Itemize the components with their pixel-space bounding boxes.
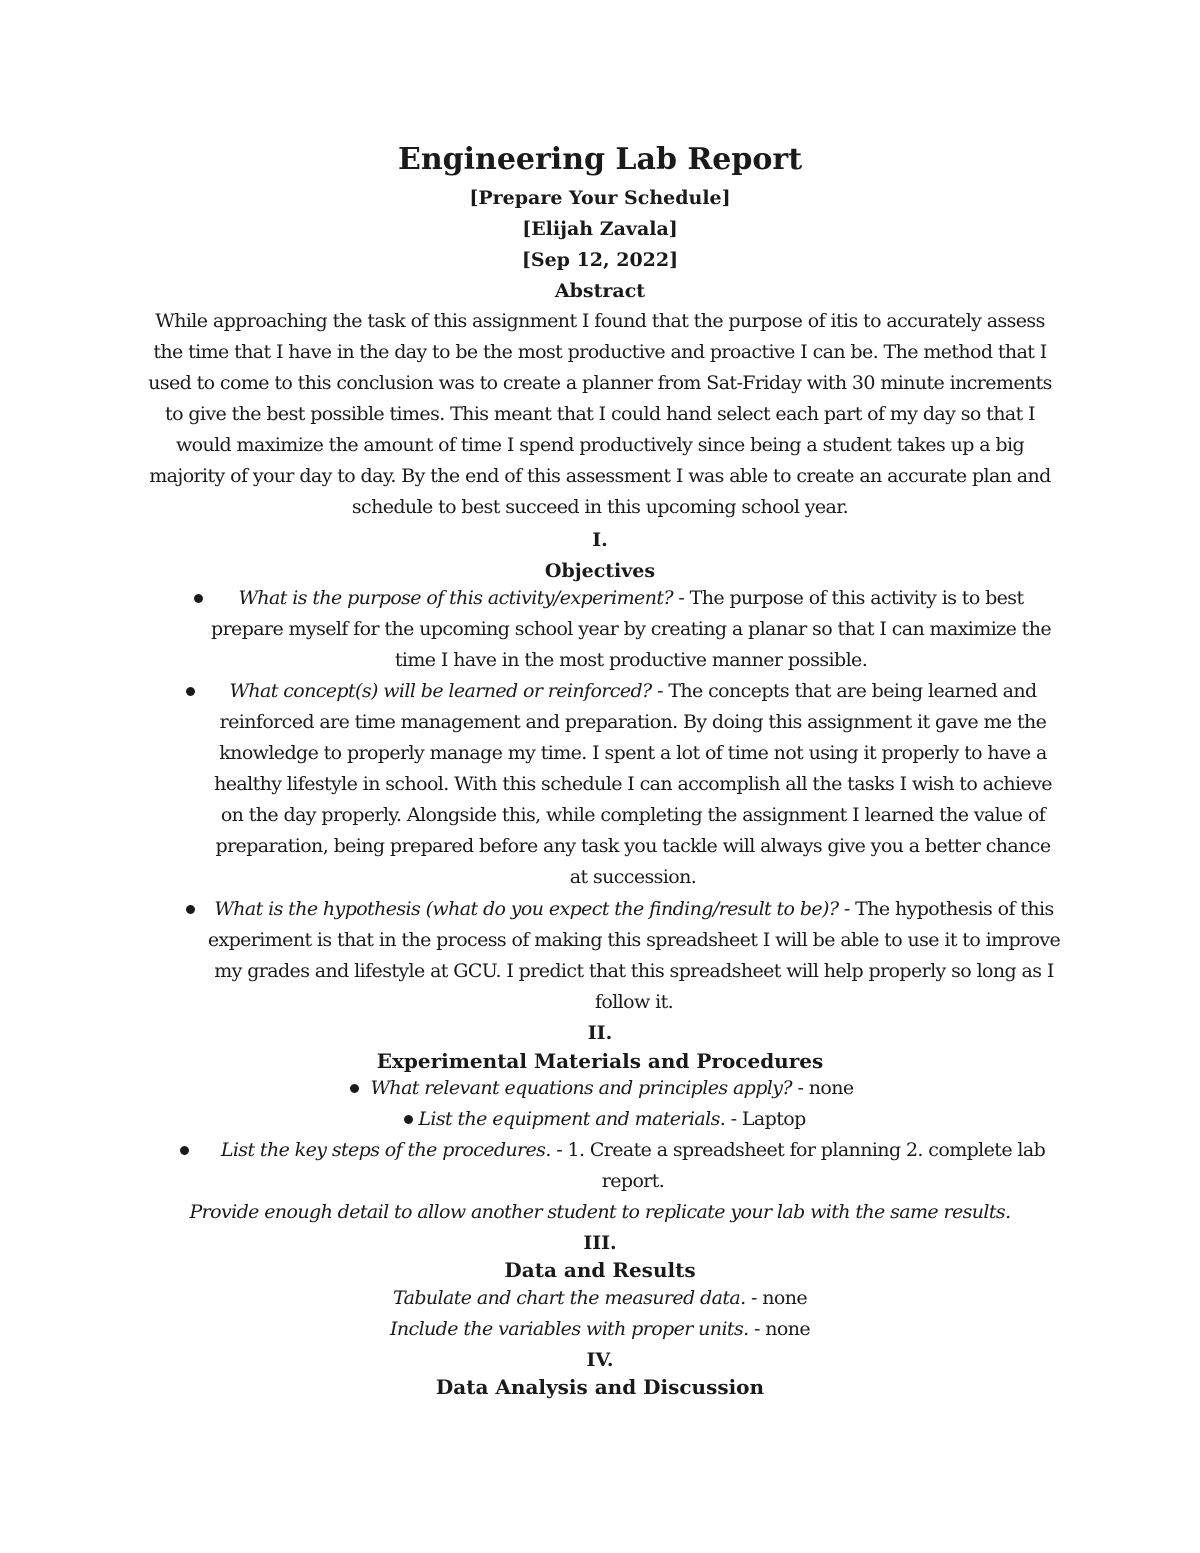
results-question: Tabulate and chart the measured data. — [393, 1287, 746, 1309]
bullet-icon — [186, 687, 195, 696]
section-4-heading: Data Analysis and Discussion — [435, 1375, 765, 1399]
report-date: [Sep 12, 2022] — [521, 249, 679, 271]
materials-item-1 — [12, 1073, 1200, 1104]
results-line-1 — [0, 1283, 1200, 1314]
materials-answer: - 1. Create a spreadsheet for planning 2. complete lab report. — [550, 1139, 1046, 1192]
section-1-heading: Objectives — [544, 560, 656, 582]
report-title: Engineering Lab Report — [397, 142, 803, 177]
materials-note: Provide enough detail to allow another student to replicate your lab with the same results. — [189, 1201, 1011, 1223]
report-author: [Elijah Zavala] — [522, 218, 678, 240]
section-1-numeral: I. — [592, 529, 608, 551]
objective-question: What is the purpose of this activity/experiment? — [238, 587, 673, 609]
objective-question: What is the hypothesis (what do you expect the finding/result to be)? — [214, 898, 839, 920]
results-question: Include the variables with proper units. — [389, 1318, 749, 1340]
objective-answer: - The concepts that are being learned and reinforced are time management and preparation. By doing this assignment it gave me the knowledge to properly manage my time. I spent a lot of time not using it properly to have a healthy lifestyle in school. With this schedule I can accomplish all the tasks I wish to achieve on the day properly. Alongside this, while completing the assignment I learned the value of preparation, being prepared before any task you tackle will always give you a better chance at succession. — [214, 680, 1052, 888]
materials-item-2 — [12, 1104, 1200, 1135]
materials-question: List the equipment and materials. — [418, 1108, 726, 1130]
materials-item-3 — [198, 1135, 1068, 1197]
objective-question: What concept(s) will be learned or reinforced? — [229, 680, 652, 702]
materials-question: What relevant equations and principles apply? — [370, 1077, 793, 1099]
section-4-numeral: IV. — [586, 1349, 614, 1371]
report-subtitle: [Prepare Your Schedule] — [469, 187, 731, 209]
abstract-body: While approaching the task of this assignment I found that the purpose of itis to accurately assess the time that I have in the day to be the most productive and proactive I can be. The method that I used to come to this conclusion was to create a planner from Sat-Friday with 30 minute increments to give the best possible times. This meant that I could hand select each part of my day so that I would maximize the amount of time I spend productively since being a student takes up a big majority of your day to day. By the end of this assessment I was able to create an accurate plan and schedule to best succeed in this upcoming school year. — [148, 310, 1052, 518]
objective-item-3 — [204, 894, 1064, 1018]
abstract-heading: Abstract — [554, 280, 646, 302]
materials-answer: - none — [792, 1077, 854, 1099]
results-answer: - none — [748, 1318, 811, 1340]
materials-answer: - Laptop — [725, 1108, 806, 1130]
results-answer: - none — [745, 1287, 807, 1309]
objective-answer: - The purpose of this activity is to best prepare myself for the upcoming school year by creating a planar so that I can maximize the time I have in the most productive manner possible. — [211, 587, 1051, 671]
section-3-numeral: III. — [583, 1232, 617, 1254]
section-2-heading: Experimental Materials and Procedures — [376, 1049, 824, 1073]
objective-item-1 — [208, 583, 1054, 676]
section-2-numeral: II. — [587, 1022, 613, 1044]
materials-question: List the key steps of the procedures. — [220, 1139, 551, 1161]
bullet-icon — [194, 594, 203, 603]
bullet-icon — [186, 905, 195, 914]
results-line-2 — [0, 1314, 1200, 1345]
objective-item-2 — [204, 676, 1062, 893]
section-3-heading: Data and Results — [504, 1258, 696, 1282]
bullet-icon — [180, 1146, 189, 1155]
objective-answer: - The hypothesis of this experiment is that in the process of making this spreadsheet I will be able to use it to improve my grades and lifestyle at GCU. I predict that this spreadsheet will help properly so long as I follow it. — [207, 898, 1061, 1013]
